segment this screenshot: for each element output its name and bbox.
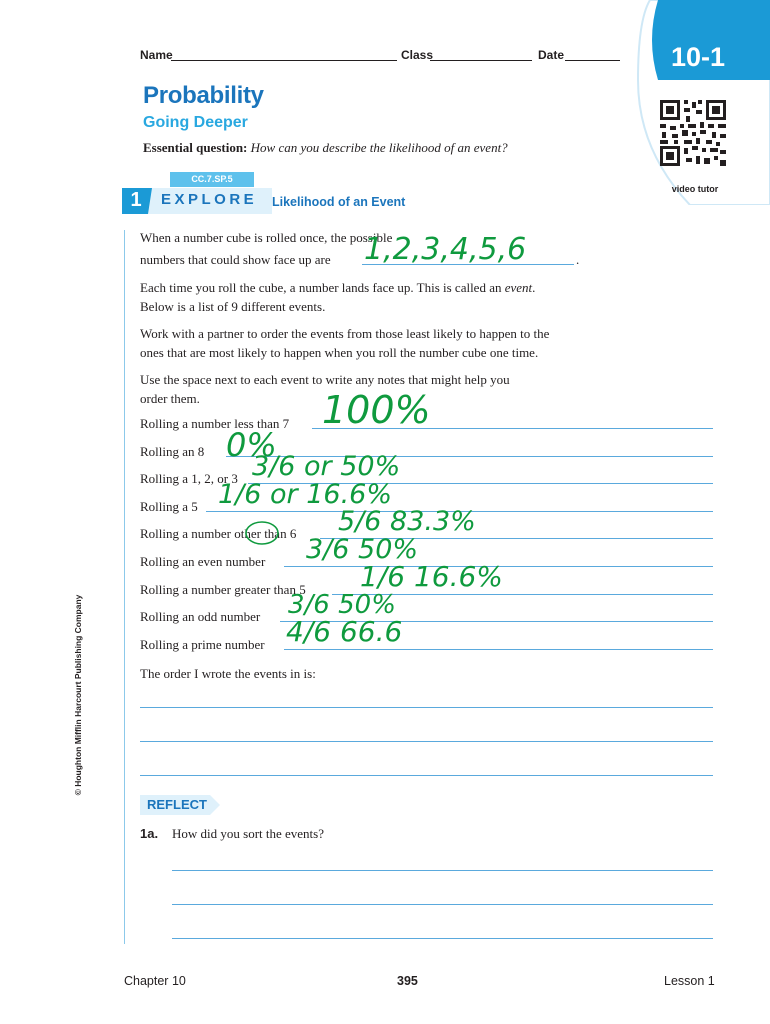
event-label-5: Rolling a number other than 6 [140, 526, 297, 541]
reflect-answer-line-3[interactable] [172, 938, 713, 939]
event-label-7: Rolling a number greater than 5 [140, 582, 306, 597]
handwritten-note-1: 100% [322, 388, 431, 432]
question-1a-text: How did you sort the events? [172, 826, 325, 841]
event-label-1: Rolling a number less than 7 [140, 416, 290, 431]
order-prompt: The order I wrote the events in is: [140, 666, 316, 681]
qr-code-icon[interactable] [660, 100, 726, 166]
handwritten-note-7: 1/6 16.6% [360, 560, 503, 593]
handwritten-note-5: 5/6 83.3% [338, 506, 476, 537]
footer-chapter: Chapter 10 [124, 974, 186, 988]
footer-page-number: 395 [397, 974, 418, 988]
order-answer-line-2[interactable] [140, 741, 713, 742]
paragraph-3-line-2: ones that are most likely to happen when you roll the number cube one time. [140, 345, 539, 360]
margin-rule [124, 230, 125, 944]
copyright-side-text: © Houghton Mifflin Harcourt Publishing Company [73, 594, 83, 796]
event-label-8: Rolling an odd number [140, 609, 261, 624]
paragraph-4-line-2: order them. [140, 391, 200, 406]
handwritten-note-9: 4/6 66.6 [286, 615, 403, 648]
order-answer-line-3[interactable] [140, 775, 713, 776]
handwritten-note-6: 3/6 50% [306, 534, 419, 565]
reflect-answer-line-2[interactable] [172, 904, 713, 905]
paragraph-1-end: . [576, 252, 580, 267]
class-label: Class [401, 48, 434, 62]
date-line[interactable] [565, 59, 620, 61]
paragraph-2-line-2: Below is a list of 9 different events. [140, 299, 326, 314]
handwritten-possible-numbers: 1,2,3,4,5,6 [364, 232, 527, 267]
section-title: Likelihood of an Event [272, 195, 406, 209]
paragraph-1-line-2: numbers that could show face up are [140, 252, 331, 267]
essential-question [143, 140, 508, 156]
lesson-number: 10-1 [670, 42, 726, 72]
handwritten-note-2: 0% [226, 426, 277, 464]
class-line[interactable] [430, 59, 532, 61]
question-1a-number: 1a. [140, 826, 159, 841]
event-label-3: Rolling a 1, 2, or 3 [140, 471, 238, 486]
paragraph-3-line-1: Work with a partner to order the events from those least likely to happen to the [140, 326, 550, 341]
handwritten-note-3: 3/6 or 50% [252, 451, 401, 482]
footer-lesson: Lesson 1 [664, 974, 715, 988]
paragraph-4-line-1: Use the space next to each event to write any notes that might help you [140, 372, 510, 387]
event-label-6: Rolling an even number [140, 554, 266, 569]
handwritten-note-8: 3/6 50% [288, 590, 396, 620]
paragraph-2-text-a: Each time you roll the cube, a number lands face up. This is called an [140, 280, 505, 295]
handwritten-note-4: 1/6 or 16.6% [218, 479, 393, 510]
explore-number: 1 [130, 189, 142, 211]
explore-word: EXPLORE [161, 191, 258, 208]
event-label-4: Rolling a 5 [140, 499, 198, 514]
event-answer-line-9[interactable] [284, 649, 713, 650]
paragraph-2-event-term: event [504, 280, 533, 295]
standard-tag: CC.7.SP.5 [170, 172, 254, 187]
paragraph-2-line-1 [140, 278, 535, 297]
paragraph-1-line-1: When a number cube is rolled once, the possible [140, 230, 393, 245]
name-line[interactable] [171, 59, 397, 61]
page-subtitle: Going Deeper [143, 114, 248, 131]
essential-question-text: How can you describe the likelihood of an event? [250, 140, 508, 155]
event-label-2: Rolling an 8 [140, 444, 205, 459]
order-answer-line-1[interactable] [140, 707, 713, 708]
page-title: Probability [143, 82, 264, 109]
handwritten-circle-mark [244, 520, 280, 546]
essential-question-label: Essential question: [143, 140, 248, 155]
event-label-9: Rolling a prime number [140, 637, 265, 652]
reflect-label: REFLECT [147, 797, 207, 812]
paragraph-2-text-c: . [532, 280, 536, 295]
reflect-answer-line-1[interactable] [172, 870, 713, 871]
video-tutor-label[interactable]: video tutor [671, 184, 719, 194]
name-label: Name [140, 48, 173, 62]
date-label: Date [538, 48, 565, 62]
